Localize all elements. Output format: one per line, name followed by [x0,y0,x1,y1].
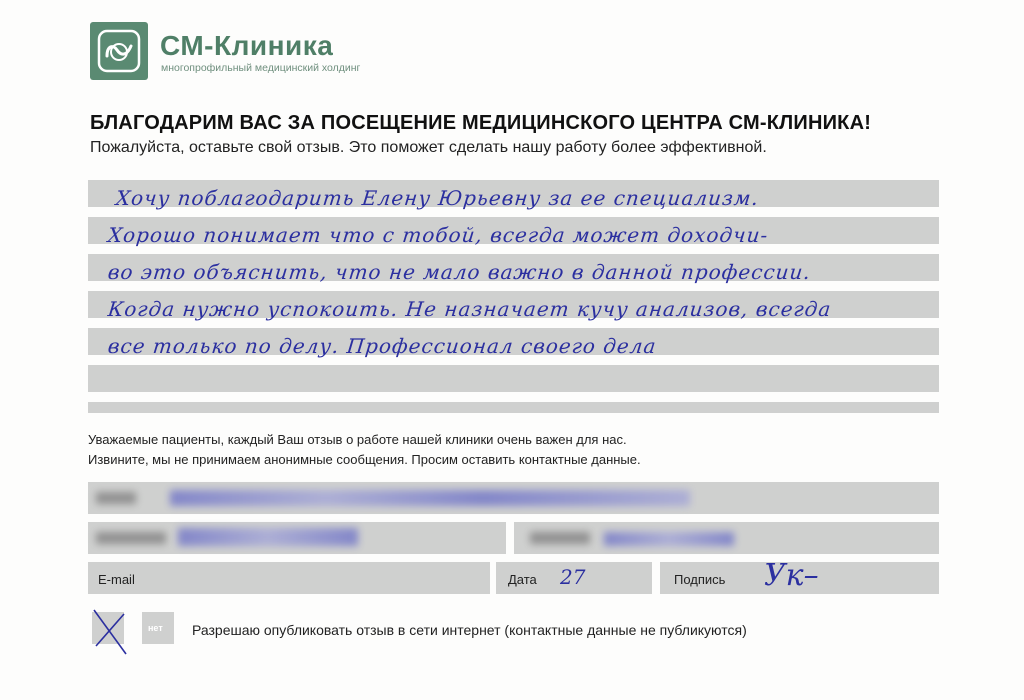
review-handwritten-line: Хорошо понимает что с тобой, всегда может доходчи- [106,223,770,247]
review-line-background [88,402,939,413]
review-handwritten-line: Хочу поблагодарить Елену Юрьевну за ее специализм. [114,186,761,210]
consent-text: Разрешаю опубликовать отзыв в сети интернет (контактные данные не публикуются) [192,622,747,638]
signature-value: Ук– [764,558,819,593]
redacted-label [530,532,590,544]
redacted-label [96,492,136,504]
brand-name: СМ-Клиника [160,30,334,61]
redacted-label [96,532,166,544]
notice-text: Извините, мы не принимаем анонимные сообщения. Просим оставить контактные данные. [88,452,641,467]
email-field[interactable] [88,562,490,594]
date-label: Дата [508,572,537,587]
date-value: 27 [560,565,586,589]
review-line-background [88,365,939,392]
review-handwritten-line: Когда нужно успокоить. Не назначает кучу анализов, всегда [106,297,833,321]
review-text-area[interactable] [88,180,939,413]
consent-no-label: нет [148,623,163,633]
notice-text: Уважаемые пациенты, каждый Ваш отзыв о работе нашей клиники очень важен для нас. [88,432,627,447]
email-label: E-mail [98,572,135,587]
redacted-city-value [604,532,734,546]
cm-clinic-logo-icon [90,22,148,80]
brand-tagline: многопрофильный медицинский холдинг [161,62,361,74]
review-handwritten-line: во это объяснить, что не мало важно в данной профессии. [106,260,813,284]
check-mark-icon [86,604,132,658]
page-subtitle: Пожалуйста, оставьте свой отзыв. Это поможет сделать нашу работу более эффективной. [90,139,767,156]
page-title: БЛАГОДАРИМ ВАС ЗА ПОСЕЩЕНИЕ МЕДИЦИНСКОГО ЦЕНТРА СМ-КЛИНИКА! [90,112,872,134]
signature-label: Подпись [674,572,726,587]
redacted-phone-value [178,528,358,546]
review-handwritten-line: все только по делу. Профессионал своего дела [106,334,658,358]
redacted-name-value [170,490,690,506]
